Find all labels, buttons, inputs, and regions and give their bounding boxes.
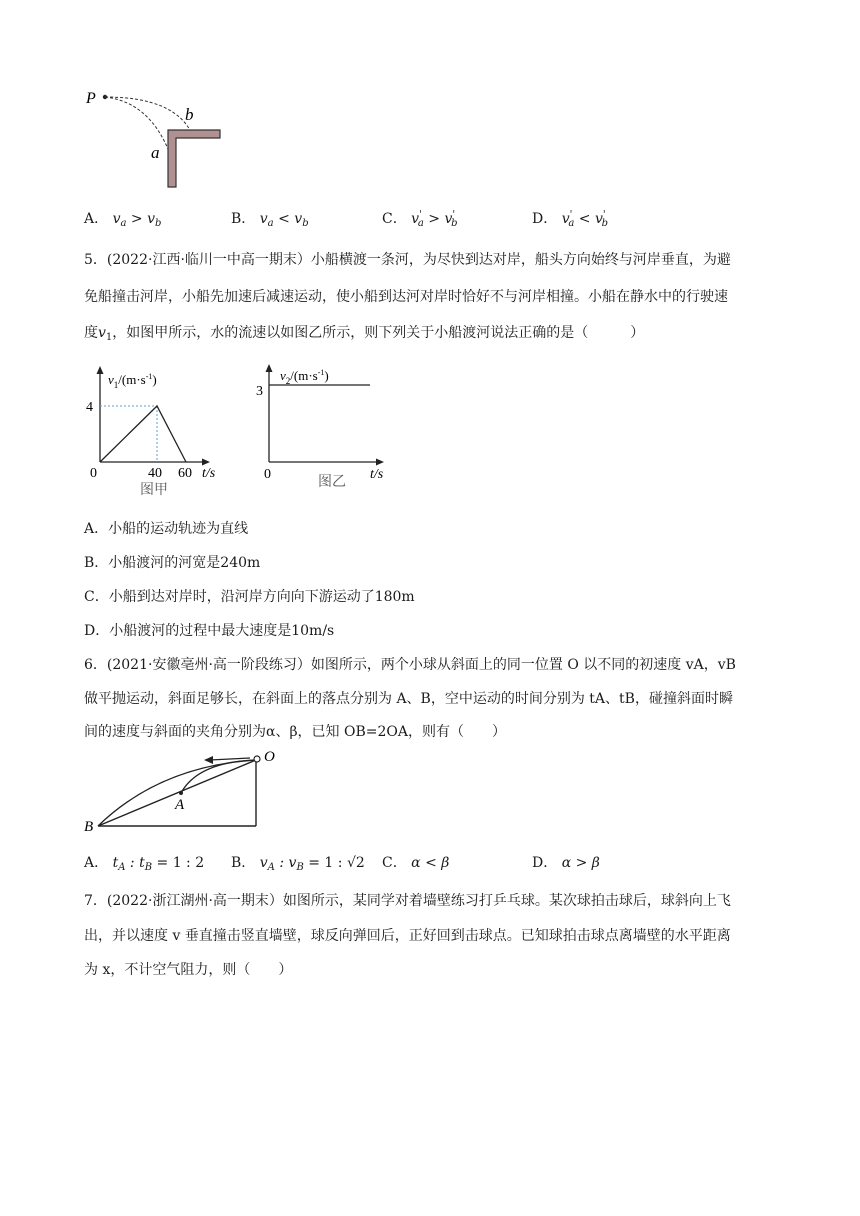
q6-stem-line-2: 做平抛运动，斜面足够长，在斜面上的落点分别为 A、B，空中运动的时间分别为 tA、tB，碰撞斜面时瞬 bbox=[84, 691, 733, 707]
q5-option-c[interactable]: C．小船到达对岸时，沿河岸方向向下游运动了180m bbox=[84, 589, 415, 605]
trajectory-b bbox=[105, 97, 192, 134]
q7-stem-line-3: 为 x，不计空气阻力，则（ ） bbox=[84, 962, 293, 978]
q4-figure bbox=[80, 82, 230, 192]
q6-option-d[interactable]: D． α > β bbox=[532, 855, 600, 871]
velocity-arrow bbox=[210, 758, 250, 760]
label-p: P bbox=[86, 90, 96, 107]
label-b: b bbox=[185, 105, 194, 124]
q4-option-d[interactable]: D． $v'_a < v'_b$ bbox=[532, 209, 609, 229]
q7-stem-line-2: 出，并以速度 v 垂直撞击竖直墙壁，球反向弹回后，正好回到击球点。已知球拍击球点离墙壁的水平距离 bbox=[84, 928, 731, 944]
q5-option-a[interactable]: A．小船的运动轨迹为直线 bbox=[84, 521, 249, 537]
graph-jia-xtick-40: 40 bbox=[148, 466, 162, 481]
graph-yi-origin: 0 bbox=[264, 467, 271, 482]
q5-stem-line-2: 免船撞击河岸，小船先加速后减速运动，使小船到达河对岸时恰好不与河岸相撞。小船在静水中的行驶速 bbox=[84, 289, 728, 305]
graph-jia-xtick-60: 60 bbox=[178, 466, 192, 481]
graph-jia-curve bbox=[100, 406, 186, 462]
graph-jia-caption: 图甲 bbox=[140, 483, 168, 498]
q4-option-b[interactable]: B． $v_a < v_b$ bbox=[231, 211, 309, 229]
svg-text:v2/(m·s-1): $v_2/(m\cdot s^{-1})$ bbox=[280, 368, 329, 386]
svg-text:v1/(m·s-1): $v_1/(m\cdot s^{-1})$ bbox=[108, 372, 157, 390]
graph-yi-ytick: 3 bbox=[256, 384, 263, 399]
label-a: a bbox=[151, 143, 160, 162]
graph-yi bbox=[252, 364, 402, 504]
graph-jia-origin: 0 bbox=[90, 466, 97, 481]
q6-option-a[interactable]: A． $t_A$ : $t_B = 1$ : 2 bbox=[84, 855, 205, 873]
point-a bbox=[179, 791, 183, 795]
graph-jia-ylabel-v: v bbox=[108, 372, 114, 387]
q5-stem-line-3: 度$v_1$，如图甲所示，水的流速以如图乙所示，则下列关于小船渡河说法正确的是（ ） bbox=[84, 325, 645, 343]
q5-option-d[interactable]: D．小船渡河的过程中最大速度是10m/s bbox=[84, 623, 335, 639]
point-o bbox=[254, 756, 260, 762]
q6-option-c[interactable]: C． α < β bbox=[382, 855, 450, 871]
graph-jia bbox=[80, 364, 240, 504]
q4-option-c[interactable]: C． $v'_a > v'_b$ bbox=[382, 209, 458, 229]
velocity-arrow-head bbox=[204, 756, 213, 764]
graph-yi-xlabel: t/s bbox=[370, 467, 384, 482]
l-shaped-wall bbox=[168, 130, 220, 187]
q4-option-a[interactable]: A． $v_a > v_b$ bbox=[84, 211, 162, 229]
q6-option-b[interactable]: B． $v_A$ : $v_B = 1$ : √2 bbox=[231, 855, 365, 873]
graph-jia-ytick: 4 bbox=[86, 400, 93, 415]
q6-figure bbox=[80, 748, 280, 838]
label-o: O bbox=[264, 749, 275, 765]
q5-option-b[interactable]: B．小船渡河的河宽是240m bbox=[84, 555, 261, 571]
q6-stem-line-3: 间的速度与斜面的夹角分别为α、β，已知 OB=2OA，则有（ ） bbox=[84, 724, 506, 740]
q7-stem-line-1: 7．(2022·浙江湖州·高一期末）如图所示，某同学对着墙壁练习打乒乓球。某次球拍击球后，球斜向上飞 bbox=[84, 893, 731, 909]
label-b-point: B bbox=[84, 819, 94, 835]
label-a-point: A bbox=[175, 797, 185, 813]
incline-hypotenuse bbox=[98, 760, 256, 826]
q5-stem-line-1: 5．(2022·江西·临川一中高一期末）小船横渡一条河，为尽快到达对岸，船头方向始终与河岸垂直，为避 bbox=[84, 252, 731, 268]
graph-yi-caption: 图乙 bbox=[318, 475, 346, 490]
graph-jia-xlabel: t/s bbox=[202, 466, 216, 481]
graph-yi-ylabel-v: v bbox=[280, 368, 286, 383]
q6-stem-line-1: 6．(2021·安徽亳州·高一阶段练习）如图所示，两个小球从斜面上的同一位置 O 以不同的初速度 vA，vB bbox=[84, 657, 736, 673]
